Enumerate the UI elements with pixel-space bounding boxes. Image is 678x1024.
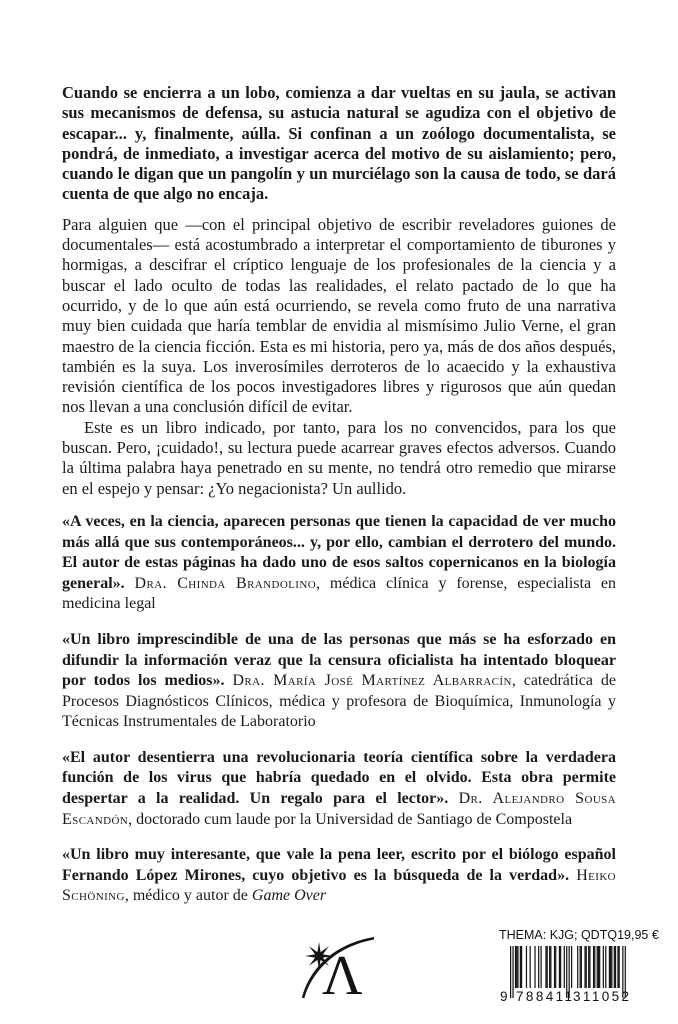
- back-cover-text-column: [62, 83, 616, 922]
- thema-classification: THEMA: KJG; QDTQ: [499, 928, 618, 942]
- synopsis-paragraph-2: Para alguien que —con el principal objetivo de escribir reveladores guiones de documentales— está acostumbrado a interpretar el comportamiento de tiburones y hormigas, a descifrar el críptico lenguaje de los profesionales de la ciencia y a buscar el lado oculto de todas las realidades, el relato pactado de lo que ha ocurrido, y de lo que aún está ocurriendo, se revela como fruto de una narrativa muy bien cuidada que haría temblar de envidia al mismísimo Julio Verne, el gran maestro de la ciencia ficción. Esta es mi historia, pero ya, más de dos años después, también es la suya. Los inverosímiles derroteros de lo acaecido y la exhaustiva revisión científica de los pocos investigadores libres y rigurosos que aún quedan nos llevan a una conclusión difícil de evitar.: [62, 214, 616, 417]
- barcode-group2: 311052: [573, 989, 632, 1004]
- classification-price-line: [499, 928, 659, 942]
- synopsis-paragraph-1: Cuando se encierra a un lobo, comienza a dar vueltas en su jaula, se activan sus mecanismos de defensa, su astucia natural se agudiza con el objetivo de escapar... y, finalmente, aúlla. Si confinan a un zoólogo documentalista, se pondrá, de inmediato, a investigar acerca del motivo de su aislamiento; pero, cuando le digan que un pangolín y un murciélago son la causa de todo, se dará cuenta de que algo no encaja.: [62, 83, 616, 204]
- quote-author-name: Dra. Chinda Brandolino: [134, 574, 317, 592]
- logo-lambda-glyph: Λ: [322, 945, 363, 1000]
- quote-author-name: Dra. María José Martínez Albarracín: [232, 672, 512, 690]
- quote-text: «Un libro imprescindible de una de las personas que más se ha esforzado en difundir la información veraz que la censura oficialista ha intentado bloquear por todos los medios».: [62, 630, 616, 690]
- quote-author-role: , médica clínica y forense, especialista en medicina legal: [62, 574, 617, 613]
- quote-author-role: , doctorado cum laude por la Universidad de Santiago de Compostela: [128, 810, 573, 828]
- publisher-lambda-logo-icon: [294, 932, 378, 1000]
- price: 19,95 €: [617, 928, 659, 942]
- endorsement-quote: [62, 845, 616, 907]
- barcode-group1: 788411: [516, 989, 575, 1004]
- quote-text: «Un libro muy interesante, que vale la pena leer, escrito por el biólogo español Fernando López Mirones, cuyo objetivo es la búsqueda de la verdad».: [62, 846, 616, 884]
- quote-author-role: , catedrática de Procesos Diagnósticos Clínicos, médica y profesora de Bioquímica, Inmunología y Técnicas Instrumentales de Laboratorio: [62, 672, 616, 731]
- endorsement-quote: [62, 512, 616, 615]
- quote-author-name: Dr. Alejandro Sousa Escandón: [62, 790, 617, 828]
- quote-author-name: Heiko Schöning: [62, 866, 617, 905]
- quote-text: «A veces, en la ciencia, aparecen personas que tienen la capacidad de ver mucho más allá que sus contemporáneos... y, por ello, cambian el derrotero del mundo. El autor de estas páginas ha dado uno de esos saltos copernicanos en la biología general».: [62, 512, 616, 592]
- synopsis-paragraph-3: Este es un libro indicado, por tanto, para los no convencidos, para los que buscan. Pero, ¡cuidado!, su lectura puede acarrear graves efectos adversos. Cuando la última palabra haya penetrado en su mente, no tendrá otro remedio que mirarse en el espejo y pensar: ¿Yo negacionista? Un aullido.: [62, 417, 616, 498]
- quote-author-role: , médico y autor de: [124, 887, 248, 905]
- quote-text: «El autor desentierra una revolucionaria teoría científica sobre la verdadera función de los virus que habría quedado en el olvido. Esta obra permite despertar a la realidad. Un regalo para el lector».: [62, 748, 616, 808]
- barcode-lead-digit: 9: [500, 989, 508, 1004]
- quote-cited-work: Game Over: [251, 887, 327, 905]
- endorsement-quote: [62, 630, 616, 733]
- endorsement-quote: [62, 748, 616, 830]
- isbn-barcode: [498, 946, 633, 1004]
